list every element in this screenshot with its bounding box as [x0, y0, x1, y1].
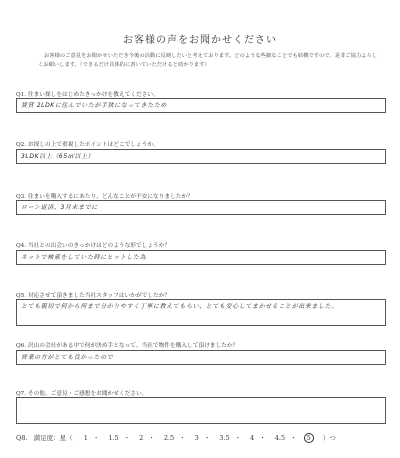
question-7 — [16, 388, 386, 397]
rating-separator: ・ — [123, 434, 131, 442]
question-6-text: 沢山の会社がある中で何が決め手となって、当社で物件を購入して頂けましたか？ — [27, 343, 239, 349]
rating-option-1[interactable]: 1 — [83, 434, 88, 442]
rating-text: 満足度：星（ — [33, 434, 73, 442]
rating-separator: ・ — [290, 434, 297, 442]
answer-box-5 — [16, 299, 386, 326]
answer-5: とても親切で何から何まで分かりやすく丁寧に教えてもらい、とても安心してまかせることが出来ました。 — [21, 303, 338, 310]
rating-option-3-5[interactable]: 3.5 — [219, 434, 230, 442]
answer-4: ネットで検索をしていた時にヒットした為 — [21, 254, 147, 261]
rating-separator: ・ — [259, 434, 266, 442]
question-3-label: Q3. — [16, 194, 27, 200]
intro-text: お客様のご意見をお聞かせいただき今後の活動に反映したいと考えております。どのような些細なことでも結構ですので、是非ご協力よろしくお願いします。（できるだけ具体的に書いていただけると助かります） — [38, 53, 378, 68]
answer-3: ローン返済、3月末までに — [21, 204, 98, 211]
rating-suffix: ）つ — [322, 434, 336, 442]
rating-option-2-5[interactable]: 2.5 — [163, 434, 175, 442]
question-3-text: 住まいを購入するにあたり、どんなことが不安になりましたか？ — [27, 194, 193, 200]
question-4-text: 当社との出会いのきっかけはどのような形でしょうか？ — [27, 243, 171, 249]
answer-box-1 — [16, 98, 386, 113]
page-title: お客様の声をお聞かせください — [123, 35, 277, 46]
question-1-label: Q1. — [16, 92, 27, 98]
question-7-text: その他、ご意見・ご感想をお聞かせください。 — [27, 391, 148, 397]
rating-option-4-5[interactable]: 4.5 — [274, 434, 286, 442]
question-2-label: Q2. — [16, 142, 27, 148]
question-1 — [16, 89, 386, 98]
rating-option-4[interactable]: 4 — [250, 434, 255, 442]
rating-option-1-5[interactable]: 1.5 — [108, 434, 119, 442]
rating-options — [79, 434, 317, 442]
answer-1: 賃貸 2LDKに住んでいたが手狭になってきたため — [21, 102, 168, 109]
question-5-text: 対応させて頂きました当社スタッフはいかがでしたか？ — [27, 293, 171, 299]
answer-box-6 — [16, 350, 386, 365]
answer-box-3 — [16, 200, 386, 215]
question-3 — [16, 191, 386, 200]
rating-option-5[interactable]: 5 — [304, 433, 314, 443]
question-2 — [16, 139, 386, 148]
question-4-label: Q4. — [16, 243, 27, 249]
rating-separator: ・ — [234, 434, 242, 442]
rating-row — [16, 433, 386, 443]
rating-label: Q8. — [16, 434, 28, 442]
question-6 — [16, 340, 386, 349]
rating-option-3[interactable]: 3 — [194, 434, 199, 442]
answer-box-7 — [16, 397, 386, 424]
rating-separator: ・ — [92, 434, 100, 442]
rating-option-2[interactable]: 2 — [139, 434, 144, 442]
answer-box-2 — [16, 149, 386, 164]
answer-box-4 — [16, 250, 386, 265]
question-4 — [16, 240, 386, 249]
question-5-label: Q5. — [16, 293, 27, 299]
answer-2: 3LDK以上（65㎡以上） — [21, 153, 95, 160]
question-5 — [16, 290, 386, 299]
question-7-label: Q7. — [16, 391, 27, 397]
rating-separator: ・ — [179, 434, 186, 442]
rating-separator: ・ — [148, 434, 155, 442]
answer-6: 営業の方がとても良かったので — [21, 354, 114, 361]
question-6-label: Q6. — [16, 343, 27, 349]
rating-separator: ・ — [203, 434, 211, 442]
question-2-text: お探しの上で重視したポイントはどこでしょうか。 — [27, 142, 159, 148]
question-1-text: 住まい探しをはじめたきっかけを教えてください。 — [27, 92, 159, 98]
